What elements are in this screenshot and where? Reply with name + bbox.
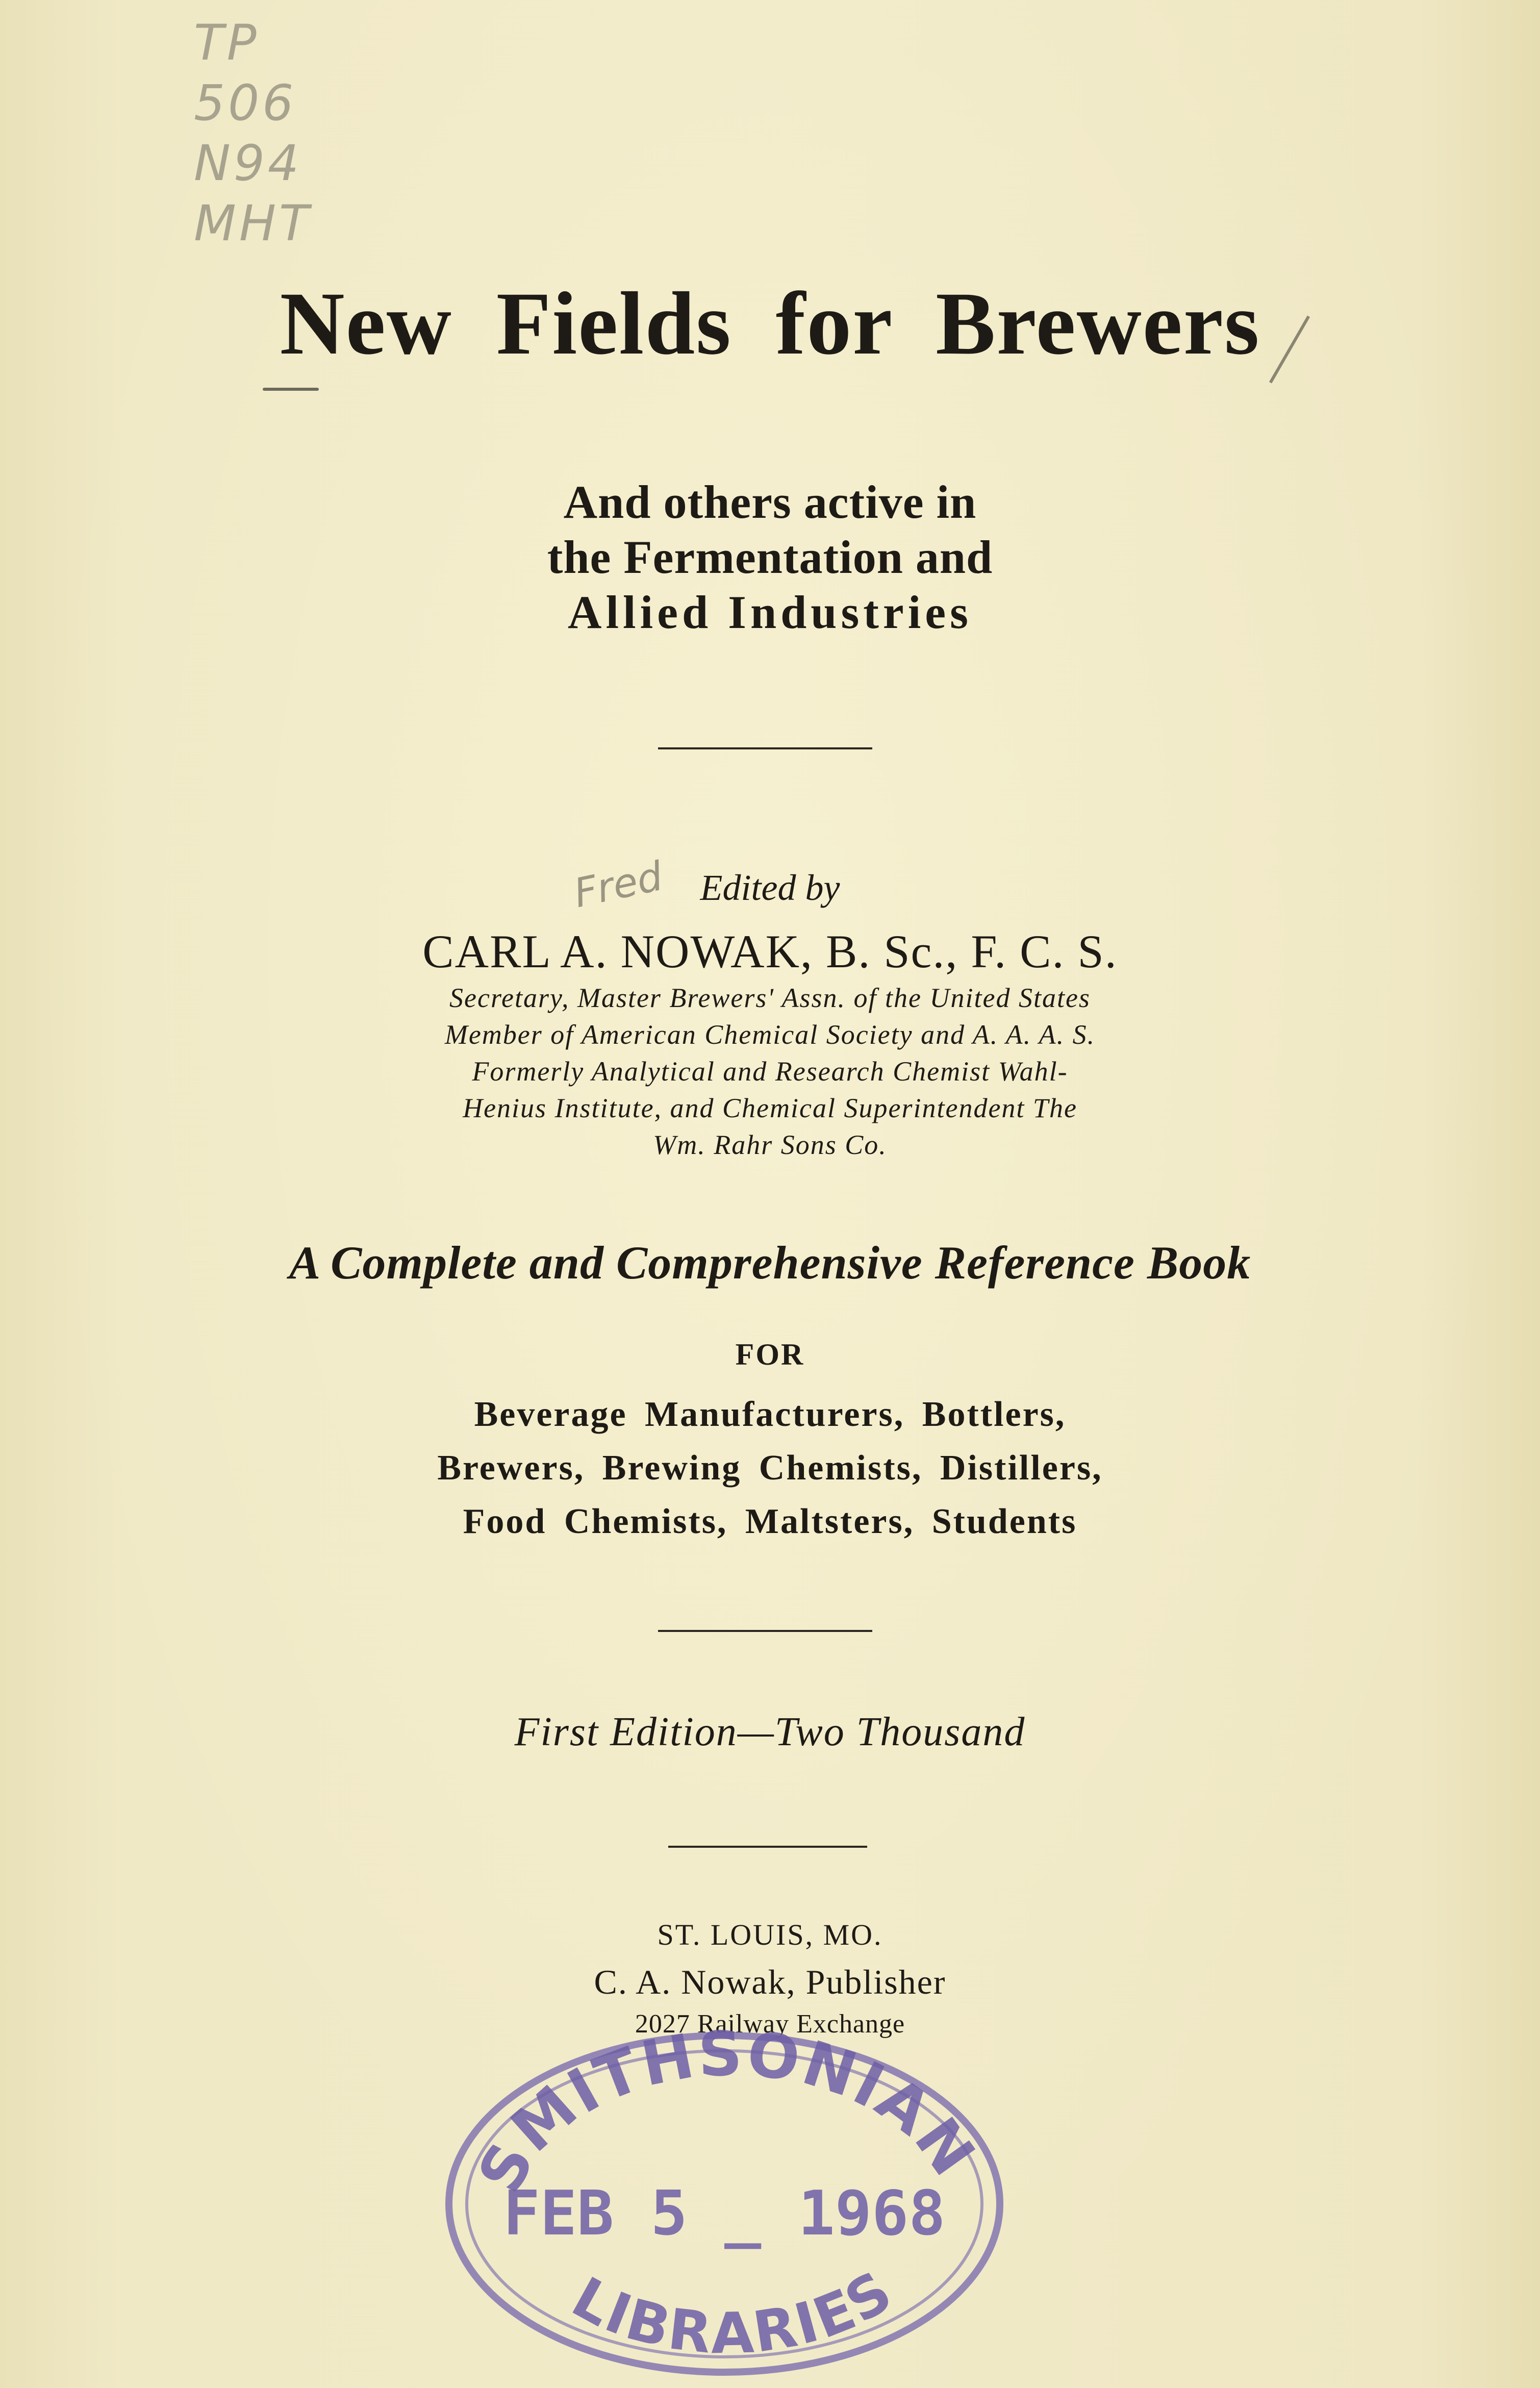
- stamp-bottom-text: LIBRARIES: [562, 2257, 905, 2367]
- stamp-date: FEB 5 _ 1968: [503, 2178, 946, 2249]
- divider-rule-2: [658, 1630, 872, 1632]
- book-title: New Fields for Brewers: [280, 274, 1260, 373]
- shelfmark-line-2: 506: [194, 74, 297, 132]
- shelfmark-line-3: N94: [194, 135, 302, 192]
- divider-rule-3: [668, 1846, 867, 1848]
- pencil-annotation: Fred: [570, 853, 667, 917]
- title-pencil-underline: [263, 388, 319, 391]
- for-label: FOR: [735, 1338, 805, 1371]
- audience-line-3: Food Chemists, Maltsters, Students: [463, 1502, 1077, 1541]
- edited-by-label: Edited by: [700, 867, 840, 908]
- imprint-address: 2027 Railway Exchange: [635, 2009, 905, 2039]
- library-stamp: [439, 2020, 1010, 2377]
- editor-name: CARL A. NOWAK, B. Sc., F. C. S.: [422, 925, 1118, 977]
- shelfmark-line-4: MHT: [194, 195, 312, 252]
- shelfmark: [194, 13, 312, 254]
- editor-credentials: [0, 979, 1540, 1163]
- credential-line-3: Formerly Analytical and Research Chemist Wahl-: [472, 1056, 1068, 1087]
- subtitle-line-3: Allied Industries: [568, 586, 972, 638]
- subtitle-line-2: the Fermentation and: [547, 531, 993, 583]
- audience-list: [0, 1388, 1540, 1548]
- subtitle-line-1: And others active in: [563, 476, 977, 528]
- divider-rule-1: [658, 747, 872, 749]
- subtitle: [0, 474, 1540, 640]
- reference-tagline: A Complete and Comprehensive Reference Book: [289, 1237, 1251, 1289]
- audience-line-1: Beverage Manufacturers, Bottlers,: [474, 1395, 1066, 1434]
- imprint-city: ST. LOUIS, MO.: [657, 1918, 883, 1951]
- credential-line-1: Secretary, Master Brewers' Assn. of the United States: [449, 983, 1091, 1013]
- credential-line-2: Member of American Chemical Society and A. A. A. S.: [444, 1019, 1096, 1050]
- imprint-publisher: C. A. Nowak, Publisher: [594, 1963, 946, 2001]
- edition-statement: First Edition—Two Thousand: [514, 1710, 1026, 1754]
- shelfmark-line-1: TP: [194, 14, 260, 71]
- credential-line-5: Wm. Rahr Sons Co.: [653, 1129, 887, 1160]
- audience-line-2: Brewers, Brewing Chemists, Distillers,: [437, 1448, 1103, 1488]
- stamp-top-text: SMITHSONIAN: [465, 2020, 990, 2204]
- credential-line-4: Henius Institute, and Chemical Superintendent The: [463, 1093, 1077, 1123]
